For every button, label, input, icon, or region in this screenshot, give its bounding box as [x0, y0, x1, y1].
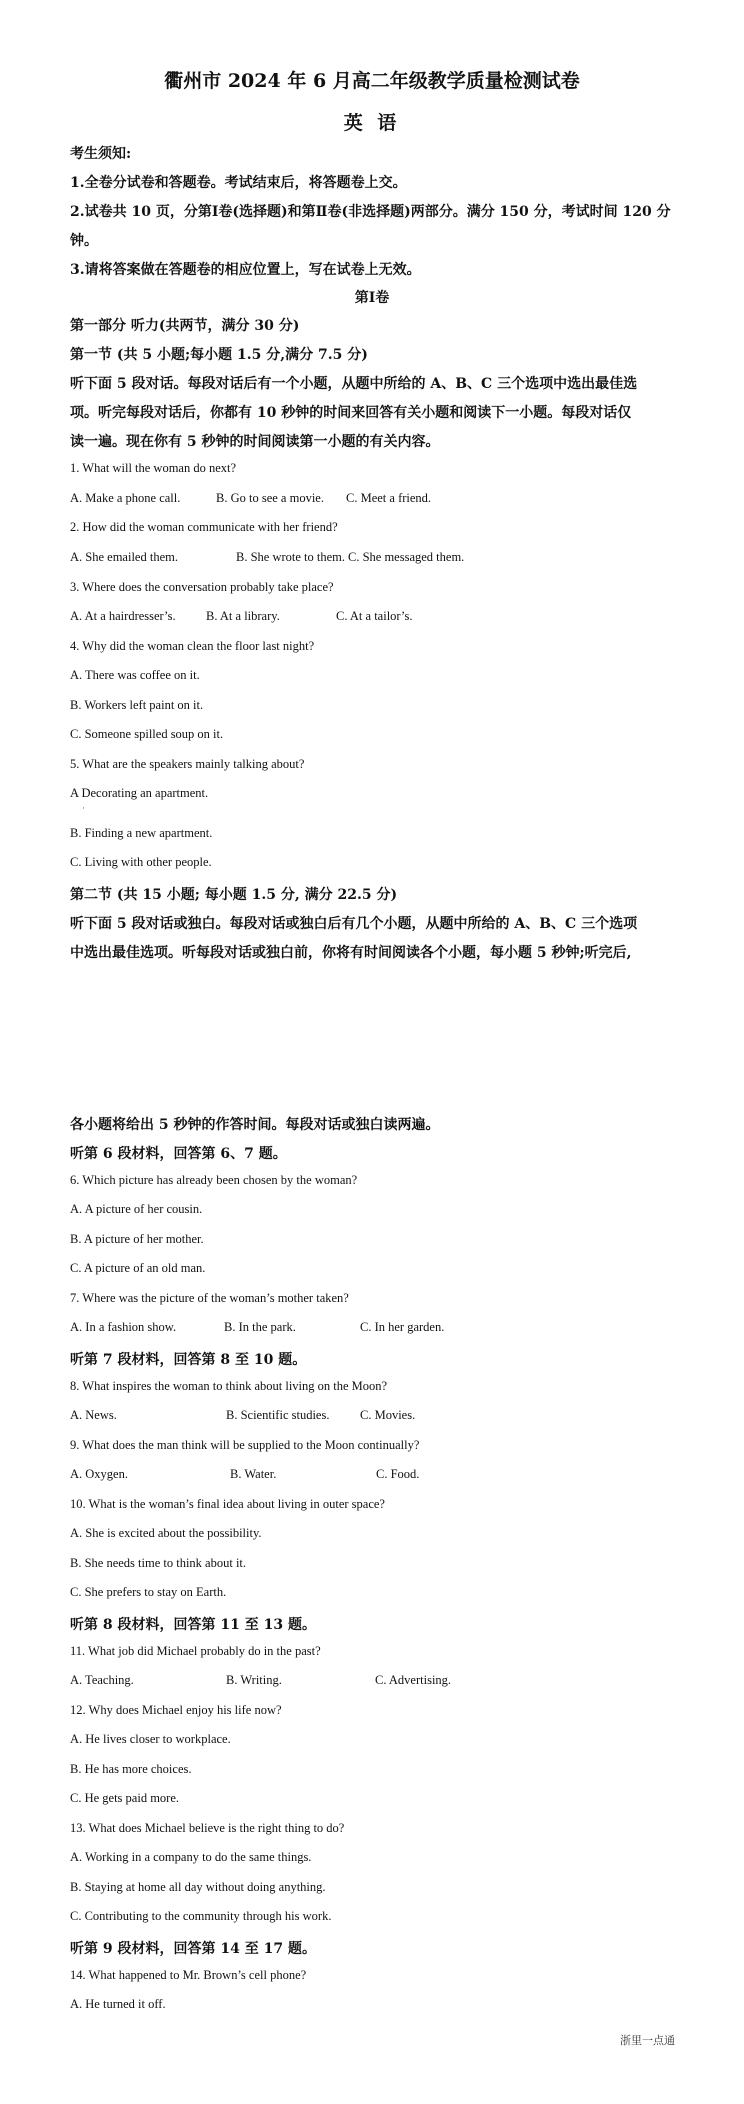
exam-title: 衢州市 2024 年 6 月高二年级教学质量检测试卷 [164, 70, 580, 92]
subject-title: 英 语 [343, 112, 401, 134]
notice-item: 1.全卷分试卷和答题卷。考试结束后，将答题卷上交。 [70, 175, 407, 191]
question-stem: 1. What will the woman do next? [70, 461, 237, 475]
volume-label: 第Ⅰ卷 [354, 290, 390, 306]
notice-heading: 考生须知: [70, 146, 132, 162]
question-stem: 12. Why does Michael enjoy his life now? [70, 1703, 282, 1717]
question-stem: 10. What is the woman’s final idea about living in outer space? [70, 1497, 385, 1511]
question-options [70, 1673, 690, 1691]
option-a: A. Make a phone call. [70, 491, 181, 505]
option-a: A. He turned it off. [70, 1997, 166, 2011]
question-options [70, 550, 690, 568]
option-b: B. Scientific studies. [226, 1408, 330, 1422]
notice-item: 钟。 [70, 233, 98, 249]
option-c: C. At a tailor’s. [336, 609, 413, 623]
option-c: C. Advertising. [375, 1673, 452, 1687]
option-c: C. Food. [376, 1467, 420, 1481]
option-b: B. Staying at home all day without doing anything. [70, 1880, 326, 1894]
option-b: B. A picture of her mother. [70, 1232, 204, 1246]
option-b: B. Workers left paint on it. [70, 698, 204, 712]
section-instructions: 读一遍。现在你有 5 秒钟的时间阅读第一小题的有关内容。 [70, 434, 440, 450]
option-c: C. In her garden. [360, 1320, 445, 1334]
material-heading: 听第 8 段材料，回答第 11 至 13 题。 [70, 1617, 316, 1633]
section-title: 第二节 (共 15 小题; 每小题 1.5 分, 满分 22.5 分) [70, 887, 398, 903]
material-heading: 听第 9 段材料，回答第 14 至 17 题。 [70, 1941, 316, 1957]
section-instructions: 项。听完每段对话后，你都有 10 秒钟的时间来回答有关小题和阅读下一小题。每段对话仅 [70, 405, 632, 421]
option-b: B. Writing. [226, 1673, 282, 1687]
question-options [70, 609, 690, 627]
question-options [70, 1408, 690, 1426]
option-c: C. She prefers to stay on Earth. [70, 1585, 227, 1599]
option-b: B. She wrote to them. [236, 550, 346, 564]
option-b: B. At a library. [206, 609, 280, 623]
section-instructions: 听下面 5 段对话或独白。每段对话或独白后有几个小题，从题中所给的 A、B、C 三个选项 [70, 916, 638, 932]
option-a: A. There was coffee on it. [70, 668, 200, 682]
section-instructions: 中选出最佳选项。听每段对话或独白前，你将有时间阅读各个小题，每小题 5 秒钟;听完后, [70, 945, 632, 961]
option-b: B. Water. [230, 1467, 277, 1481]
option-c: C. Contributing to the community through his work. [70, 1909, 332, 1923]
option-a: A. In a fashion show. [70, 1320, 177, 1334]
option-c: C. She messaged them. [348, 550, 465, 564]
option-b: B. He has more choices. [70, 1762, 192, 1776]
option-a: A. News. [70, 1408, 117, 1422]
question-options [70, 491, 690, 509]
question-stem: 4. Why did the woman clean the floor last night? [70, 639, 315, 653]
option-a: A. At a hairdresser’s. [70, 609, 176, 623]
notice-item: 3.请将答案做在答题卷的相应位置上，写在试卷上无效。 [70, 262, 421, 278]
question-options [70, 1467, 690, 1485]
question-stem: 6. Which picture has already been chosen by the woman? [70, 1173, 358, 1187]
option-b: B. Finding a new apartment. [70, 826, 213, 840]
question-stem: 3. Where does the conversation probably take place? [70, 580, 334, 594]
option-b: B. She needs time to think about it. [70, 1556, 247, 1570]
option-c: C. A picture of an old man. [70, 1261, 206, 1275]
option-a: A. Oxygen. [70, 1467, 128, 1481]
stray-mark: · [82, 803, 85, 813]
question-stem: 14. What happened to Mr. Brown’s cell phone? [70, 1968, 307, 1982]
option-c: C. Someone spilled soup on it. [70, 727, 224, 741]
question-options [70, 1320, 690, 1338]
option-a: A Decorating an apartment. [70, 786, 209, 800]
option-a: A. Working in a company to do the same things. [70, 1850, 312, 1864]
material-heading: 听第 6 段材料，回答第 6、7 题。 [70, 1146, 287, 1162]
question-stem: 7. Where was the picture of the woman’s mother taken? [70, 1291, 349, 1305]
part-title: 第一部分 听力(共两节，满分 30 分) [70, 318, 300, 334]
option-a: A. She is excited about the possibility. [70, 1526, 262, 1540]
section-instructions: 各小题将给出 5 秒钟的作答时间。每段对话或独白读两遍。 [70, 1117, 440, 1133]
question-stem: 8. What inspires the woman to think about living on the Moon? [70, 1379, 388, 1393]
question-stem: 5. What are the speakers mainly talking about? [70, 757, 305, 771]
option-a: A. She emailed them. [70, 550, 178, 564]
question-stem: 9. What does the man think will be supplied to the Moon continually? [70, 1438, 420, 1452]
footer-watermark: 浙里一点通 [620, 2034, 675, 2047]
notice-item: 2.试卷共 10 页，分第Ⅰ卷(选择题)和第Ⅱ卷(非选择题)两部分。满分 150 分，考试时间 120 分 [70, 204, 671, 220]
section-title: 第一节 (共 5 小题;每小题 1.5 分,满分 7.5 分) [70, 347, 368, 363]
option-a: A. Teaching. [70, 1673, 134, 1687]
option-a: A. A picture of her cousin. [70, 1202, 203, 1216]
question-stem: 11. What job did Michael probably do in the past? [70, 1644, 321, 1658]
option-c: C. He gets paid more. [70, 1791, 180, 1805]
option-c: C. Living with other people. [70, 855, 212, 869]
option-a: A. He lives closer to workplace. [70, 1732, 231, 1746]
section-instructions: 听下面 5 段对话。每段对话后有一个小题，从题中所给的 A、B、C 三个选项中选出最佳选 [70, 376, 638, 392]
option-b: B. In the park. [224, 1320, 296, 1334]
option-b: B. Go to see a movie. [216, 491, 324, 505]
material-heading: 听第 7 段材料，回答第 8 至 10 题。 [70, 1352, 307, 1368]
option-c: C. Meet a friend. [346, 491, 432, 505]
question-stem: 2. How did the woman communicate with her friend? [70, 520, 338, 534]
option-c: C. Movies. [360, 1408, 416, 1422]
question-stem: 13. What does Michael believe is the right thing to do? [70, 1821, 345, 1835]
